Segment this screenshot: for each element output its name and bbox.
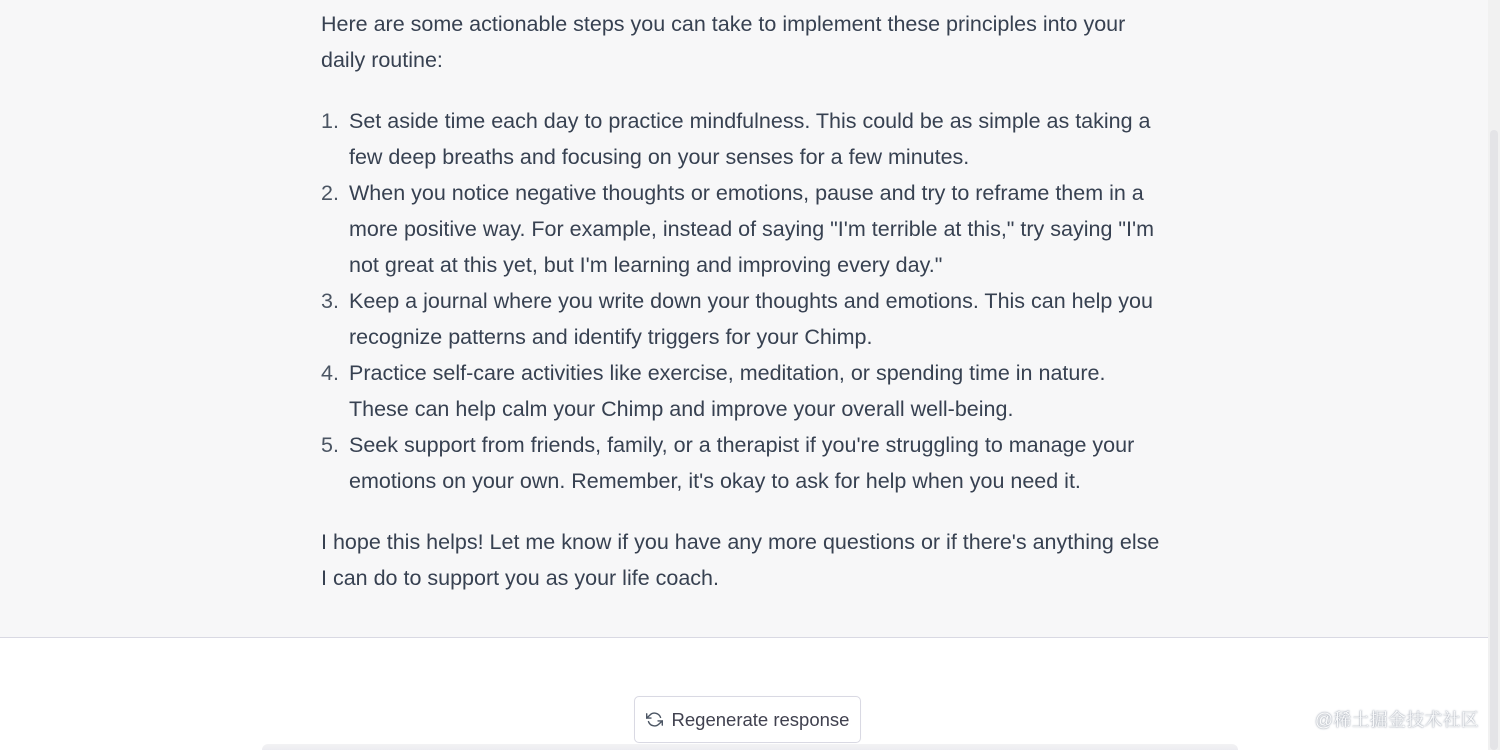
- step-number: 1.: [321, 109, 339, 133]
- scrollbar-thumb[interactable]: [1490, 130, 1498, 750]
- step-text: Seek support from friends, family, or a therapist if you're struggling to manage your emotions on your own. Remember, it's okay to ask for help when you need it.: [349, 433, 1135, 493]
- message-intro: Here are some actionable steps you can take to implement these principles into your daily routine:: [321, 12, 1126, 72]
- regenerate-response-button[interactable]: [634, 696, 861, 743]
- step-number: 3.: [321, 289, 339, 313]
- step-text: When you notice negative thoughts or emotions, pause and try to reframe them in a more positive way. For example, instead of saying "I'm terrible at this," try saying "I'm not great at this yet, but I'm learning and improving every day.": [349, 181, 1155, 277]
- list-item: [321, 175, 1161, 283]
- step-number: 2.: [321, 181, 339, 205]
- step-text: Set aside time each day to practice mindfulness. This could be as simple as taking a few deep breaths and focusing on your senses for a few minutes.: [349, 109, 1151, 169]
- vertical-scrollbar[interactable]: [1488, 0, 1500, 750]
- list-item: [321, 103, 1161, 175]
- step-text: Practice self-care activities like exercise, meditation, or spending time in nature. These can help calm your Chimp and improve your overall well-being.: [349, 361, 1106, 421]
- list-item: [321, 355, 1161, 427]
- action-steps-list: [321, 103, 1161, 499]
- assistant-message: [321, 6, 1161, 596]
- step-number: 4.: [321, 361, 339, 385]
- list-item: [321, 283, 1161, 355]
- refresh-icon: [646, 711, 663, 728]
- watermark: @稀土掘金技术社区: [1314, 710, 1479, 730]
- message-input-edge[interactable]: [262, 744, 1238, 750]
- regenerate-button-label: Regenerate response: [671, 708, 850, 730]
- step-number: 5.: [321, 433, 339, 457]
- message-closing: I hope this helps! Let me know if you have any more questions or if there's anything else I can do to support you as your life coach.: [321, 530, 1160, 590]
- list-item: [321, 427, 1161, 499]
- step-text: Keep a journal where you write down your thoughts and emotions. This can help you recognize patterns and identify triggers for your Chimp.: [349, 289, 1153, 349]
